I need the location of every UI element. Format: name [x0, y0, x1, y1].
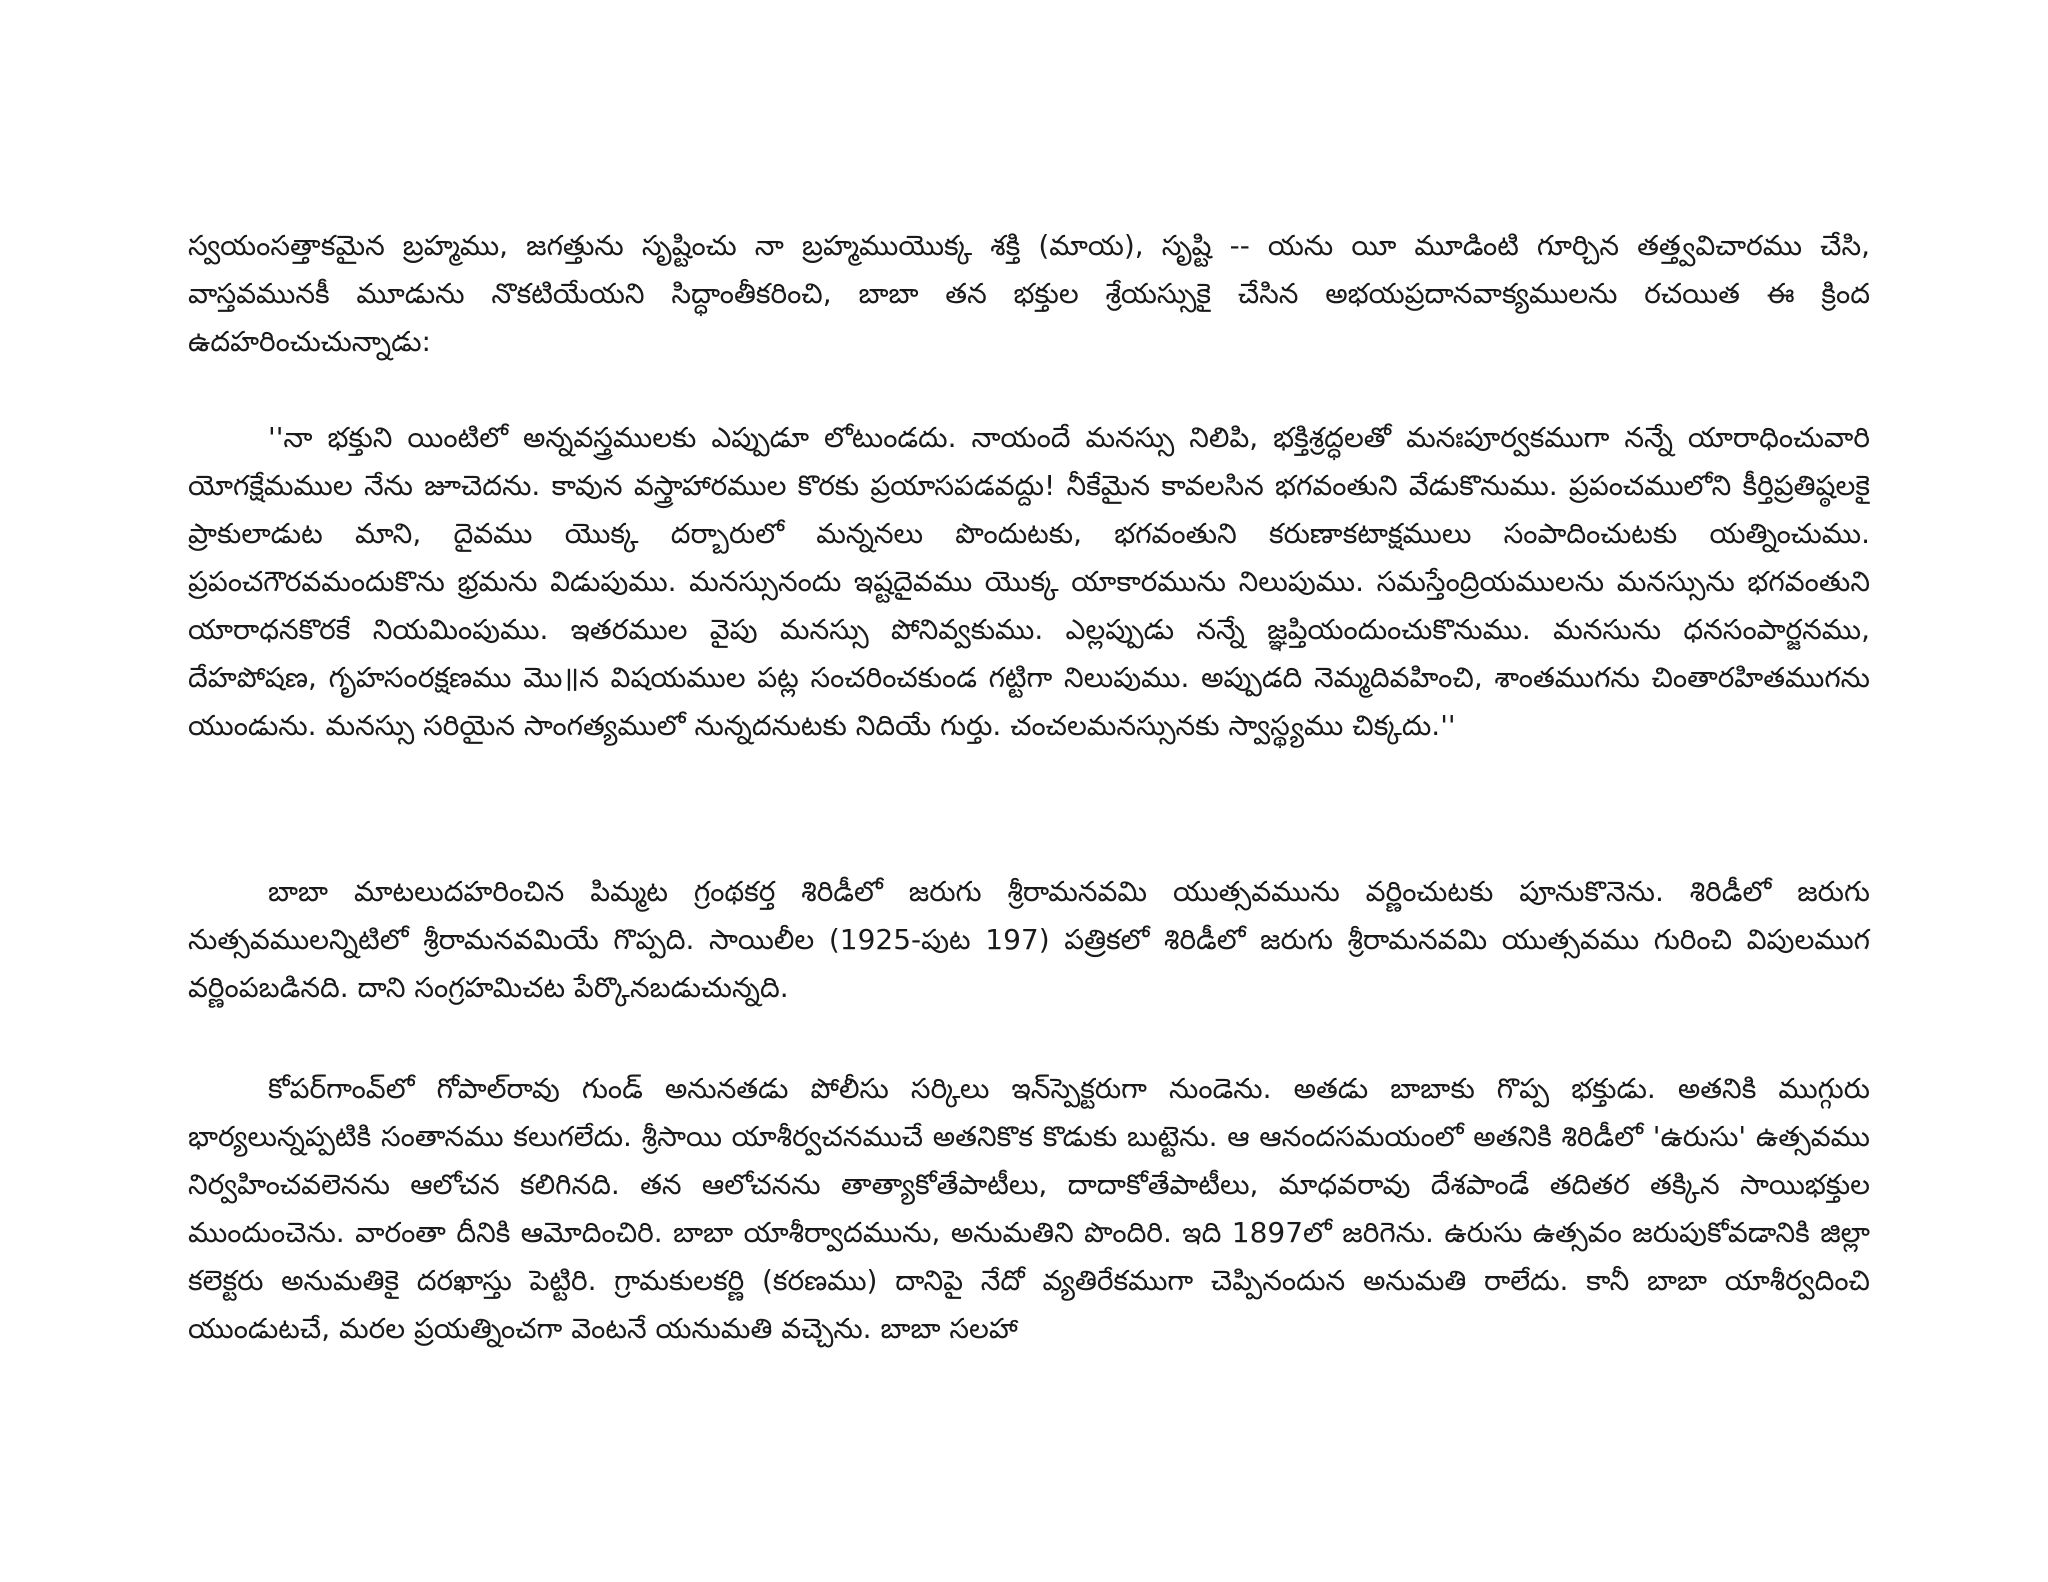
paragraph-ramanavami: బాబా మాటలుదహరించిన పిమ్మట గ్రంథకర్త శిరిడీలో జరుగు శ్రీరామనవమి యుత్సవమును వర్ణించుటకు పూనుకొనెను. శిరిడీలో జరుగు నుత్సవములన్నిటిలో శ్రీరామనవమియే గొప్పది. సాయిలీల (1925-పుట 197) పత్రికలో శిరిడీలో జరుగు శ్రీరామనవమి యుత్సవము గురించి విపులముగ వర్ణింపబడినది. దాని సంగ్రహమిచట పేర్కొనబడుచున్నది. — [188, 875, 1870, 1004]
paragraph-gopalrao: కోపర్‌గాంవ్‌లో గోపాల్‌రావు గుండ్ అనునతడు పోలీసు సర్కిలు ఇన్‌స్పెక్టరుగా నుండెను. అతడు బాబాకు గొప్ప భక్తుడు. అతనికి ముగ్గురు భార్యలున్నప్పటికి సంతానము కలుగలేదు. శ్రీసాయి యాశీర్వచనముచే అతనికొక కొడుకు బుట్టెను. ఆ ఆనందసమయంలో అతనికి శిరిడీలో 'ఉరుసు' ఉత్సవము నిర్వహించవలెనను ఆలోచన కలిగినది. తన ఆలోచనను తాత్యాకోతేపాటీలు, దాదాకోతేపాటీలు, మాధవరావు దేశపాండే తదితర తక్కిన సాయిభక్తుల ముందుంచెను. వారంతా దీనికి ఆమోదించిరి. బాబా యాశీర్వాదమును, అనుమతిని పొందిరి. ఇది 1897లో జరిగెను. ఉరుసు ఉత్సవం జరుపుకోవడానికి జిల్లా కలెక్టరు అనుమతికై దరఖాస్తు పెట్టిరి. గ్రామకులకర్ణి (కరణము) దానిపై నేదో వ్యతిరేకముగా చెప్పినందున అనుమతి రాలేదు. కానీ బాబా యాశీర్వదించి యుండుటచే, మరల ప్రయత్నించగా వెంటనే యనుమతి వచ్చెను. బాబా సలహా — [188, 1072, 1870, 1345]
paragraph-baba-quote: ''నా భక్తుని యింటిలో అన్నవస్త్రములకు ఎప్పుడూ లోటుండదు. నాయందే మనస్సు నిలిపి, భక్తిశ్రద్ధలతో మనఃపూర్వకముగా నన్నే యారాధించువారి యోగక్షేమముల నేను జూచెదను. కావున వస్త్రాహారముల కొరకు ప్రయాసపడవద్దు! నీకేమైన కావలసిన భగవంతుని వేడుకొనుము. ప్రపంచములోని కీర్తిప్రతిష్ఠలకై ప్రాకులాడుట మాని, దైవము యొక్క దర్బారులో మన్ననలు పొందుటకు, భగవంతుని కరుణాకటాక్షములు సంపాదించుటకు యత్నించుము. ప్రపంచగౌరవమందుకొను భ్రమను విడుపుము. మనస్సునందు ఇష్టదైవము యొక్క యాకారమును నిలుపుము. సమస్తేంద్రియములను మనస్సును భగవంతుని యారాధనకొరకే నియమింపుము. ఇతరముల వైపు మనస్సు పోనివ్వకుము. ఎల్లప్పుడు నన్నే జ్ఞప్తియందుంచుకొనుము. మనసును ధనసంపార్జనము, దేహపోషణ, గృహసంరక్షణము మొ॥న విషయముల పట్ల సంచరించకుండ గట్టిగా నిలుపుము. అప్పుడది నెమ్మదివహించి, శాంతముగను చింతారహితముగను యుండును. మనస్సు సరియైన సాంగత్యములో నున్నదనుటకు నిదియే గుర్తు. చంచలమనస్సునకు స్వాస్థ్యము చిక్కదు.'' — [188, 421, 1870, 742]
paragraph-intro: స్వయంసత్తాకమైన బ్రహ్మము, జగత్తును సృష్టించు నా బ్రహ్మముయొక్క శక్తి (మాయ), సృష్టి -- యను యీ మూడింటి గూర్చిన తత్త్వవిచారము చేసి, వాస్తవమునకీ మూడును నొకటియేయని సిద్ధాంతీకరించి, బాబా తన భక్తుల శ్రేయస్సుకై చేసిన అభయప్రదానవాక్యములను రచయిత ఈ క్రింద ఉదహరించుచున్నాడు: — [188, 229, 1870, 358]
